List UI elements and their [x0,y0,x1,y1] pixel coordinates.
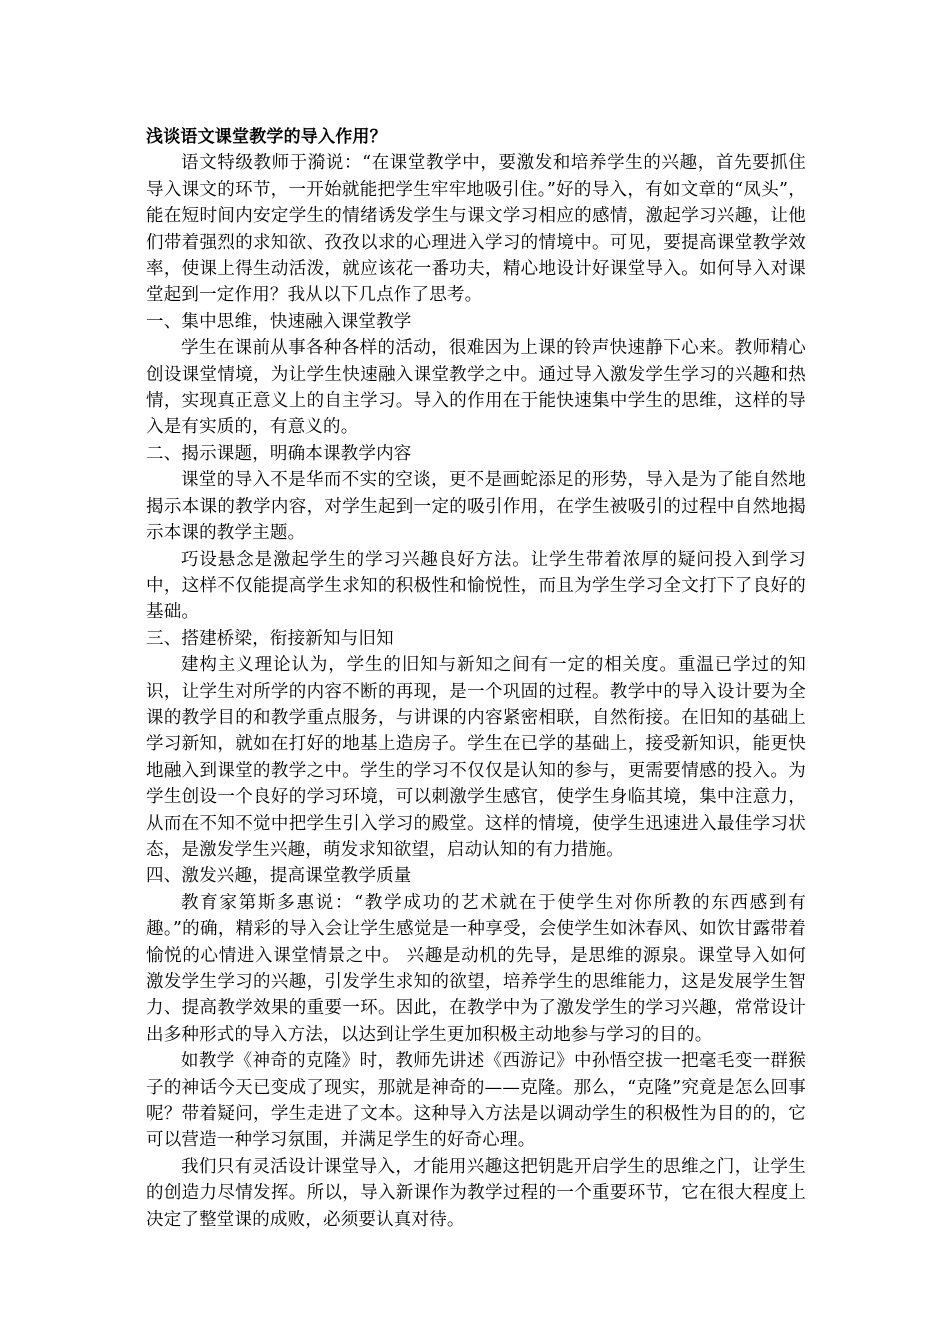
document-page [146,124,806,1233]
section-heading-2: 二、揭示课题，明确本课教学内容 [146,443,412,464]
section-3-paragraph-1: 建构主义理论认为，学生的旧知与新知之间有一定的相关度。重温已学过的知识，让学生对所学的内容不断的再现，是一个巩固的过程。教学中的导入设计要为全课的教学目的和教学重点服务，与讲课的内容紧密相联，自然衔接。在旧知的基础上学习新知，就如在打好的地基上造房子。学生在已学的基础上，接受新知识，能更快地融入到课堂的教学之中。学生的学习不仅仅是认知的参与，更需要情感的投入。为学生创设一个良好的学习环境，可以刺激学生感官，使学生身临其境，集中注意力，从而在不知不觉中把学生引入学习的殿堂。这样的情境，使学生迅速进入最佳学习状态，是激发学生兴趣，萌发求知欲望，启动认知的有力措施。 [146,655,806,860]
section-4-paragraph-3: 我们只有灵活设计课堂导入，才能用兴趣这把钥匙开启学生的思维之门，让学生的创造力尽情发挥。所以，导入新课作为教学过程的一个重要环节，它在很大程度上决定了整堂课的成败，必须要认真对待。 [146,1156,806,1230]
section-heading-1: 一、集中思维，快速融入课堂教学 [146,311,412,332]
section-2-paragraph-2: 巧设悬念是激起学生的学习兴趣良好方法。让学生带着浓厚的疑问投入到学习中，这样不仅能提高学生求知的积极性和愉悦性，而且为学生学习全文打下了良好的基础。 [146,549,806,623]
section-2-paragraph-1: 课堂的导入不是华而不实的空谈，更不是画蛇添足的形势，导入是为了能自然地揭示本课的教学内容，对学生起到一定的吸引作用，在学生被吸引的过程中自然地揭示本课的教学主题。 [146,470,806,544]
section-heading-4: 四、激发兴趣，提高课堂教学质量 [146,866,412,887]
section-heading-3: 三、搭建桥梁，衔接新知与旧知 [146,628,394,649]
document-title: 浅谈语文课堂教学的导入作用？ [146,127,387,147]
section-4-paragraph-1: 教育家第斯多惠说：“教学成功的艺术就在于使学生对你所教的东西感到有趣。”的确，精彩的导入会让学生感觉是一种享受，会使学生如沐春风、如饮甘露带着愉悦的心情进入课堂情景之中。 兴趣是动机的先导，是思维的源泉。课堂导入如何激发学生学习的兴趣，引发学生求知的欲望，培养学生的思维能力，这是发展学生智力、提高教学效果的重要一环。因此，在教学中为了激发学生的学习兴趣，常常设计出多种形式的导入方法，以达到让学生更加积极主动地参与学习的目的。 [146,892,806,1045]
section-4-paragraph-2: 如教学《神奇的克隆》时，教师先讲述《西游记》中孙悟空拔一把毫毛变一群猴子的神话今天已变成了现实，那就是神奇的——克隆。那么，“克隆”究竟是怎么回事呢？带着疑问，学生走进了文本。这种导入方法是以调动学生的积极性为目的的，它可以营造一种学习氛围，并满足学生的好奇心理。 [146,1051,806,1151]
intro-paragraph: 语文特级教师于漪说：“在课堂教学中，要激发和培养学生的兴趣，首先要抓住导入课文的环节，一开始就能把学生牢牢地吸引住。”好的导入，有如文章的“凤头”，能在短时间内安定学生的情绪诱发学生与课文学习相应的感情，激起学习兴趣，让他们带着强烈的求知欲、孜孜以求的心理进入学习的情境中。可见，要提高课堂教学效率，使课上得生动活泼，就应该花一番功夫，精心地设计好课堂导入。如何导入对课堂起到一定作用？我从以下几点作了思考。 [146,153,806,306]
section-1-paragraph-1: 学生在课前从事各种各样的活动，很难因为上课的铃声快速静下心来。教师精心创设课堂情境，为让学生快速融入课堂教学之中。通过导入激发学生学习的兴趣和热情，实现真正意义上的自主学习。导入的作用在于能快速集中学生的思维，这样的导入是有实质的，有意义的。 [146,338,806,438]
